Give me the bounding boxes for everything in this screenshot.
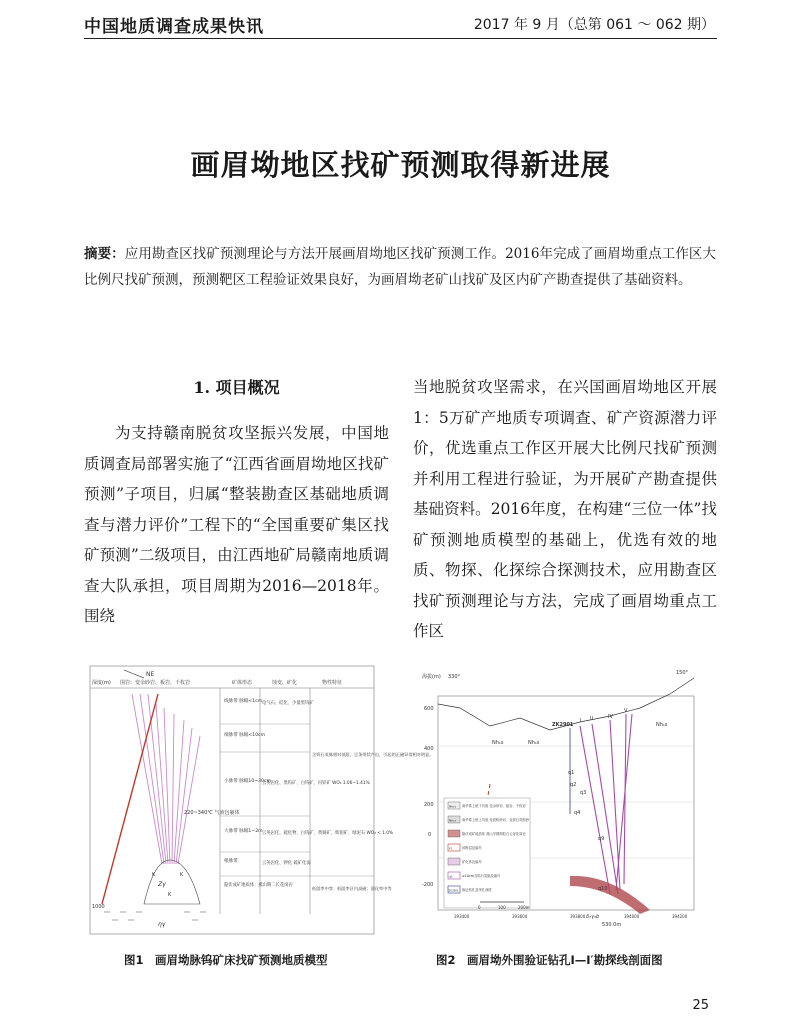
fig1-k1: K (152, 872, 156, 878)
fig1-k3: K (168, 892, 172, 898)
fig2-x1: 393400 (454, 914, 470, 919)
fig2-unit-right: Nh₁s (656, 722, 668, 728)
fig2-x4: 394000 (624, 914, 640, 919)
fig1-phys2: 低阻率中等；低阻率区内高磁；弱化率中等 (312, 886, 392, 891)
fig1-alt3: 云英岩化、硫化物、白钨矿、黄铜矿、辉钼矿、绿泥石 WO₃ < 1.0% (262, 831, 394, 836)
legend-code-0: Nh₁s (449, 804, 456, 809)
legend-item-6: 验证钻孔及终孔深度 (462, 888, 492, 892)
figure-2 (420, 664, 716, 940)
abstract-text: 应用勘查区找矿预测理论与方法开展画眉坳地区找矿预测工作。2016年完成了画眉坳重点工作区大比例尺找矿预测，预测靶区工程验证效果良好，为画眉坳老矿山找矿及区内矿产勘查提供了基础资料。 (84, 246, 716, 288)
figure-2-diagram (420, 664, 716, 940)
legend-code-6: ZK2901 (448, 889, 459, 893)
body-text-right: 当地脱贫攻坚需求，在兴国画眉坳地区开展1：5万矿产地质专项调查、矿产资源潜力评价，优选重点工作区开展大比例尺找矿预测并利用工程进行验证，为开展矿产勘查提供基础资料。2016年度，在构建“三位一体”找矿预测地质模型的基础上，优选有效的地质、物探、化探综合探测技术，应用勘查区找矿预测理论与方法，完成了画眉坳重点工作区 (413, 378, 717, 640)
legend-item-3: 斜断层及编号 (462, 846, 482, 850)
legend-code-1: Nh₁x (449, 818, 457, 823)
fig1-granite-pattern (104, 912, 206, 920)
fig2-unit-left: Nh₁s (492, 740, 504, 746)
fig1-fault (102, 694, 158, 904)
fig2-y400: 400 (424, 746, 434, 752)
fig2-depth-end: 530.0m (602, 922, 622, 928)
fig1-alt1: 电气石、硅化、少量黑钨矿 (262, 701, 314, 706)
fig2-y200: 200 (424, 802, 434, 808)
legend-item-4: 矿化体及编号 (462, 860, 482, 864)
fig1-zone1: 线脉带 脉幅<1cm (224, 699, 263, 704)
fig1-alt4: 云英岩化、钾化 硫矿化弱 (262, 861, 311, 866)
fig2-q9: q9 (598, 836, 605, 842)
fig2-q3: q3 (580, 790, 587, 796)
fig2-x2: 393600 (512, 914, 528, 919)
legend-code-5: q1 (449, 874, 453, 879)
abstract (84, 241, 716, 293)
legend-item-0: 南华系上统下坊组 变余砂岩、板岩、千枚岩 (462, 804, 526, 808)
fig2-elevation: 海拔(m) (422, 674, 441, 680)
fig1-rock-left: Zγ (158, 881, 166, 888)
abstract-label: 摘要： (84, 246, 125, 262)
figure-2-caption: 图2 画眉坳外围验证钻孔Ⅰ—Ⅰ′勘探线剖面图 (436, 953, 663, 967)
fig2-roman1: I (580, 718, 582, 724)
fig2-scale-100: 100 (498, 905, 506, 910)
fig1-col-ore: 矿体形态 (232, 680, 253, 686)
fig2-y0: 0 (428, 832, 432, 838)
fig2-y600: 600 (424, 706, 434, 712)
fig2-drill: ZK2901 (552, 722, 574, 728)
fig2-roman2: II (590, 716, 593, 722)
fig2-top-left: 330° (448, 674, 461, 680)
fig2-x3: 393800 (570, 914, 586, 919)
header-rule (84, 38, 717, 39)
fig2-q2: q2 (570, 782, 577, 788)
fig1-direction: NE (146, 671, 155, 678)
fig1-col-physical: 物性特征 (322, 680, 343, 686)
fig1-zone5: 根脉带 (224, 859, 238, 864)
fig1-col-alteration: 蚀变、矿化 (272, 680, 298, 686)
journal-name: 中国地质调查成果快讯 (84, 17, 264, 37)
fig1-veins (132, 694, 200, 864)
fig1-depth-label: 深度(m) (92, 680, 111, 686)
fig1-depth-1000: 1000 (92, 904, 105, 910)
fig1-granite: 隐伏成矿地质体：燕山期二长花岗岩 (224, 883, 293, 888)
fig2-ym200: -200 (422, 882, 434, 888)
page-number: 25 (692, 998, 709, 1013)
fig1-k2: K (180, 872, 184, 878)
body-text-left: 为支持赣南脱贫攻坚振兴发展，中国地质调查局部署实施了“江西省画眉坳地区找矿预测”子项目，归属“整装勘查区基础地质调查与潜力评价”工程下的“全国重要矿集区找矿预测”二级项目，由江西地矿局赣南地质调查大队承担，项目周期为2016—2018年。围绕 (84, 424, 389, 625)
fig2-top-right: 150° (676, 670, 689, 676)
fig2-roman4: V (624, 708, 628, 714)
legend-item-5: ≥10cm含钨石英脉及编号 (462, 874, 501, 878)
fig2-roman3: IV (608, 714, 613, 720)
article-title: 画眉坳地区找矿预测取得新进展 (190, 148, 611, 182)
fig2-q1: q1 (568, 770, 575, 776)
fig2-granite-body (570, 876, 650, 914)
legend-code-3: F1 (449, 846, 453, 851)
fig1-alt2: 云英岩化、黑钨矿、白钨矿、闪锌矿 WO₃ 1.06~1.41% (262, 781, 370, 786)
fig2-q10: q10 (598, 886, 608, 892)
fig2-q4: q4 (574, 810, 581, 816)
legend-item-2: 隐伏成矿地质体 燕山早期细粒白云母花岗岩 (462, 832, 526, 836)
fig2-ore-veins (580, 714, 632, 894)
fig1-phys1: 含钨石英脉相对低阻，呈条带状产出，引起的正磁异常相对明显。 (312, 752, 434, 757)
fig2-legend (444, 798, 530, 908)
section-heading: 1. 项目概况 (193, 378, 280, 397)
fig2-scale-0: 0 (478, 905, 481, 910)
fig1-zone3: 小脉带 脉幅10~30cm (224, 779, 271, 784)
fig2-scale-200: 200m (518, 905, 530, 910)
fig1-zone4: 大脉带 脉幅1~2m (224, 829, 263, 834)
fig1-zone2: 细脉带 脉幅<10cm (224, 733, 266, 738)
fig1-temp: 220~340℃ 气液包裹体 (184, 810, 240, 816)
issue-info: 2017 年 9 月（总第 061 ～ 062 期） (473, 17, 715, 33)
fig2-x5: 394200 (672, 914, 688, 919)
fig1-rock-bottom: ηγ (158, 921, 166, 928)
fig1-wall-rock: 围岩：变余砂岩、板岩、千枚岩 (120, 680, 191, 686)
fig2-unit-mid: Nh₁s (528, 740, 540, 746)
fig1-granite-body (144, 860, 200, 904)
figure-1-caption: 图1 画眉坳脉钨矿床找矿预测地质模型 (124, 953, 328, 967)
legend-item-1: 南华系上统上坊组 变质粉砂岩、变质石英粉砂 (462, 818, 529, 822)
fig2-granite-code: δ₃γ₃b (586, 914, 600, 920)
